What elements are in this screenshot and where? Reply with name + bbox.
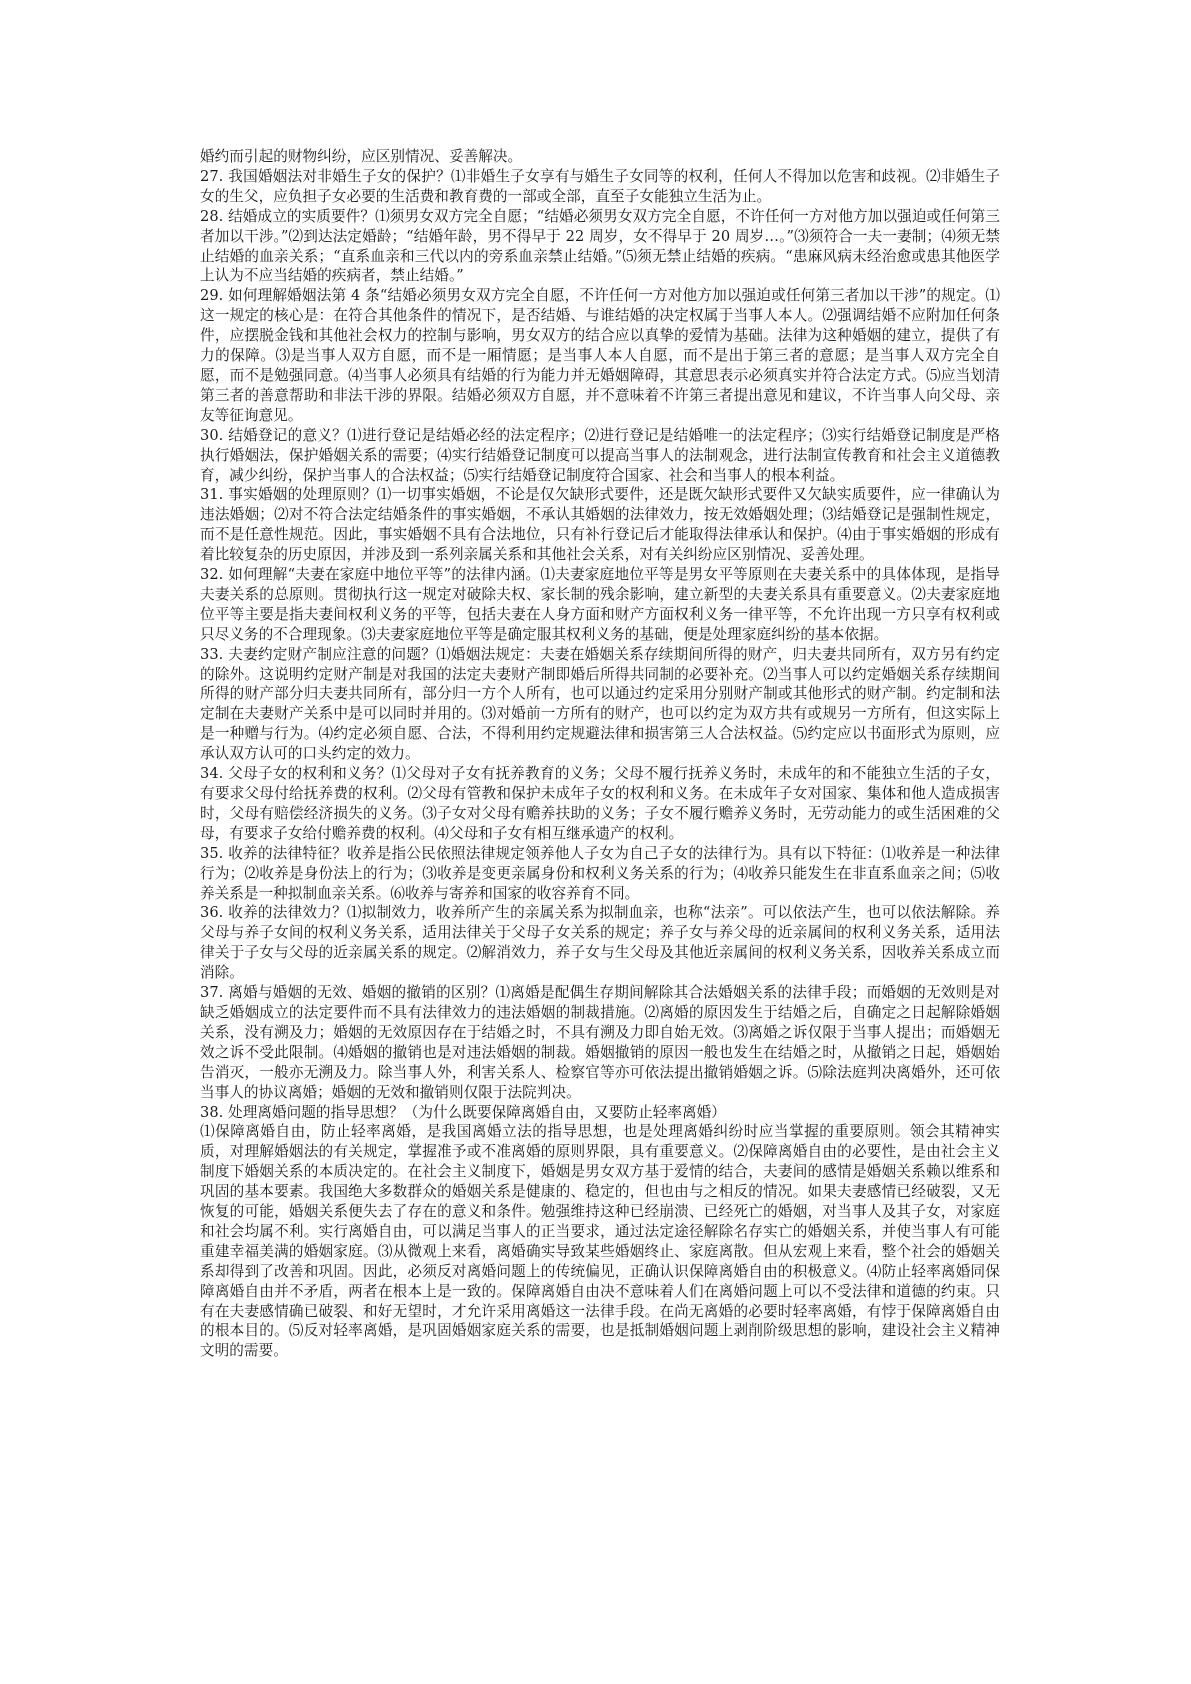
paragraph-q28: 28. 结婚成立的实质要件？⑴须男女双方完全自愿；“结婚必须男女双方完全自愿，不许任何一方对他方加以强迫或任何第三者加以干涉。”⑵到达法定婚龄；“结婚年龄，男不得早于 22 周岁，女不得早于 20 周岁…。”⑶须符合一夫一妻制；⑷须无禁止结婚的血亲关系；“直系血亲和三代以内的旁系血亲禁止结婚。”⑸须无禁止结婚的疾病。“患麻风病未经治愈或患其他医学上认为不应当结婚的疾病者，禁止结婚。” xyxy=(200,207,1000,285)
paragraph-q31: 31. 事实婚姻的处理原则？⑴一切事实婚姻，不论是仅欠缺形式要件，还是既欠缺形式要件又欠缺实质要件，应一律确认为违法婚姻；⑵对不符合法定结婚条件的事实婚姻，不承认其婚姻的法律效力，按无效婚姻处理；⑶结婚登记是强制性规定，而不是任意性规范。因此，事实婚姻不具有合法地位，只有补行登记后才能取得法律承认和保护。⑷由于事实婚姻的形成有着比较复杂的历史原因，并涉及到一系列亲属关系和其他社会关系，对有关纠纷应区别情况、妥善处理。 xyxy=(200,486,1000,564)
paragraph-q37: 37. 离婚与婚姻的无效、婚姻的撤销的区别？⑴离婚是配偶生存期间解除其合法婚姻关系的法律手段；而婚姻的无效则是对缺乏婚姻成立的法定要件而不具有法律效力的违法婚姻的制裁措施。⑵离婚的原因发生于结婚之后，自确定之日起解除婚姻关系，没有溯及力；婚姻的无效原因存在于结婚之时，不具有溯及力即自始无效。⑶离婚之诉仅限于当事人提出；而婚姻无效之诉不受此限制。⑷婚姻的撤销也是对违法婚姻的制裁。婚姻撤销的原因一般也发生在结婚之时，从撤销之日起，婚姻始告消灭，一般亦无溯及力。除当事人外，利害关系人、检察官等亦可依法提出撤销婚姻之诉。⑸除法庭判决离婚外，还可依当事人的协议离婚；婚姻的无效和撤销则仅限于法院判决。 xyxy=(200,984,1000,1101)
paragraph-q30: 30. 结婚登记的意义？⑴进行登记是结婚必经的法定程序；⑵进行登记是结婚唯一的法定程序；⑶实行结婚登记制度是严格执行婚姻法，保护婚姻关系的需要；⑷实行结婚登记制度可以提高当事人的法制观念，进行法制宣传教育和社会主义道德教育，减少纠纷，保护当事人的合法权益；⑸实行结婚登记制度符合国家、社会和当事人的根本利益。 xyxy=(200,426,1000,484)
paragraph-q35: 35. 收养的法律特征？收养是指公民依照法律规定领养他人子女为自己子女的法律行为。具有以下特征：⑴收养是一种法律行为；⑵收养是身份法上的行为；⑶收养是变更亲属身份和权利义务关系的行为；⑷收养只能发生在非直系血亲之间；⑸收养关系是一种拟制血亲关系。⑹收养与寄养和国家的收容养育不同。 xyxy=(200,844,1000,902)
paragraph-q36: 36. 收养的法律效力？⑴拟制效力，收养所产生的亲属关系为拟制血亲，也称“法亲”。可以依法产生，也可以依法解除。养父母与养子女间的权利义务关系，适用法律关于父母子女关系的规定；养子女与养父母的近亲属间的权利义务关系，适用法律关于子女与父母的近亲属关系的规定。⑵解消效力，养子女与生父母及其他近亲属间的权利义务关系，因收养关系成立而消除。 xyxy=(200,904,1000,982)
paragraph-q38-body: ⑴保障离婚自由，防止轻率离婚，是我国离婚立法的指导思想，也是处理离婚纠纷时应当掌握的重要原则。领会其精神实质，对理解婚姻法的有关规定，掌握准予或不准离婚的原则界限，具有重要意义。⑵保障离婚自由的必要性，是由社会主义制度下婚姻关系的本质决定的。在社会主义制度下，婚姻是男女双方基于爱情的结合，夫妻间的感情是婚姻关系赖以维系和巩固的基本要素。我国绝大多数群众的婚姻关系是健康的、稳定的，但也由与之相反的情况。如果夫妻感情已经破裂，又无恢复的可能，婚姻关系便失去了存在的意义和条件。勉强维持这种已经崩溃、已经死亡的婚姻，对当事人及其子女，对家庭和社会均属不利。实行离婚自由，可以满足当事人的正当要求，通过法定途径解除名存实亡的婚姻关系，并使当事人有可能重建幸福美满的婚姻家庭。⑶从微观上来看，离婚确实导致某些婚姻终止、家庭离散。但从宏观上来看，整个社会的婚姻关系却得到了改善和巩固。因此，必须反对离婚问题上的传统偏见，正确认识保障离婚自由的积极意义。⑷防止轻率离婚同保障离婚自由并不矛盾，两者在根本上是一致的。保障离婚自由决不意味着人们在离婚问题上可以不受法律和道德的约束。只有在夫妻感情确已破裂、和好无望时，才允许采用离婚这一法律手段。在尚无离婚的必要时轻率离婚，有悖于保障离婚自由的根本目的。⑸反对轻率离婚，是巩固婚姻家庭关系的需要，也是抵制婚姻问题上剥削阶级思想的影响，建设社会主义精神文明的需要。 xyxy=(200,1123,1000,1360)
paragraph-q34: 34. 父母子女的权利和义务？⑴父母对子女有抚养教育的义务；父母不履行抚养义务时，未成年的和不能独立生活的子女，有要求父母付给抚养费的权利。⑵父母有管教和保护未成年子女的权利和义务。在未成年子女对国家、集体和他人造成损害时，父母有赔偿经济损失的义务。⑶子女对父母有赡养扶助的义务；子女不履行赡养义务时，无劳动能力的或生活困难的父母，有要求子女给付赡养费的权利。⑷父母和子女有相互继承遗产的权利。 xyxy=(200,765,1000,842)
paragraph-q38-heading: 38. 处理离婚问题的指导思想？（为什么既要保障离婚自由，又要防止轻率离婚） xyxy=(200,1103,726,1121)
paragraph-q29: 29. 如何理解婚姻法第 4 条“结婚必须男女双方完全自愿，不许任何一方对他方加以强迫或任何第三者加以干涉”的规定。⑴这一规定的核心是：在符合其他条件的情况下，是否结婚、与谁结婚的决定权属于当事人本人。⑵强调结婚不应附加任何条件，应摆脱金钱和其他社会权力的控制与影响，男女双方的结合应以真挚的爱情为基础。法律为这种婚姻的建立，提供了有力的保障。⑶是当事人双方自愿，而不是一厢情愿；是当事人本人自愿，而不是出于第三者的意愿；是当事人双方完全自愿，而不是勉强同意。⑷当事人必须具有结婚的行为能力并无婚姻障碍，其意思表示必须真实并符合法定方式。⑸应当划清第三者的善意帮助和非法干涉的界限。结婚必须双方自愿，并不意味着不许第三者提出意见和建议，不许当事人向父母、亲友等征询意见。 xyxy=(200,287,1000,424)
paragraph-q27: 27. 我国婚姻法对非婚生子女的保护？⑴非婚生子女享有与婚生子女同等的权利，任何人不得加以危害和歧视。⑵非婚生子女的生父，应负担子女必要的生活费和教育费的一部或全部，直至子女能独立生活为止。 xyxy=(200,167,1000,205)
paragraph-q32: 32. 如何理解“夫妻在家庭中地位平等”的法律内涵。⑴夫妻家庭地位平等是男女平等原则在夫妻关系中的具体体现，是指导夫妻关系的总原则。贯彻执行这一规定对破除夫权、家长制的残余影响，建立新型的夫妻关系具有重要意义。⑵夫妻家庭地位平等主要是指夫妻间权利义务的平等，包括夫妻在人身方面和财产方面权利义务一律平等，不允许出现一方只享有权利或只尽义务的不合理现象。⑶夫妻家庭地位平等是确定服其权利义务的基础，便是处理家庭纠纷的基本依据。 xyxy=(200,566,1000,643)
paragraph-q33: 33. 夫妻约定财产制应注意的问题？⑴婚姻法规定：夫妻在婚姻关系存续期间所得的财产，归夫妻共同所有，双方另有约定的除外。这说明约定财产制是对我国的法定夫妻财产制即婚后所得共同制的必要补充。⑵当事人可以约定婚姻关系存续期间所得的财产部分归夫妻共同所有，部分归一方个人所有，也可以通过约定采用分别财产制或其他形式的财产制。约定制和法定制在夫妻财产关系中是可以同时并用的。⑶对婚前一方所有的财产，也可以约定为双方共有或规另一方所有，但这实际上是一种赠与行为。⑷约定必须自愿、合法，不得利用约定规避法律和损害第三人合法权益。⑸约定应以书面形式为原则，应承认双方认可的口头约定的效力。 xyxy=(200,645,1000,763)
paragraph-continuation: 婚约而引起的财物纠纷，应区别情况、妥善解决。 xyxy=(200,148,523,165)
document-page xyxy=(200,147,1000,1361)
